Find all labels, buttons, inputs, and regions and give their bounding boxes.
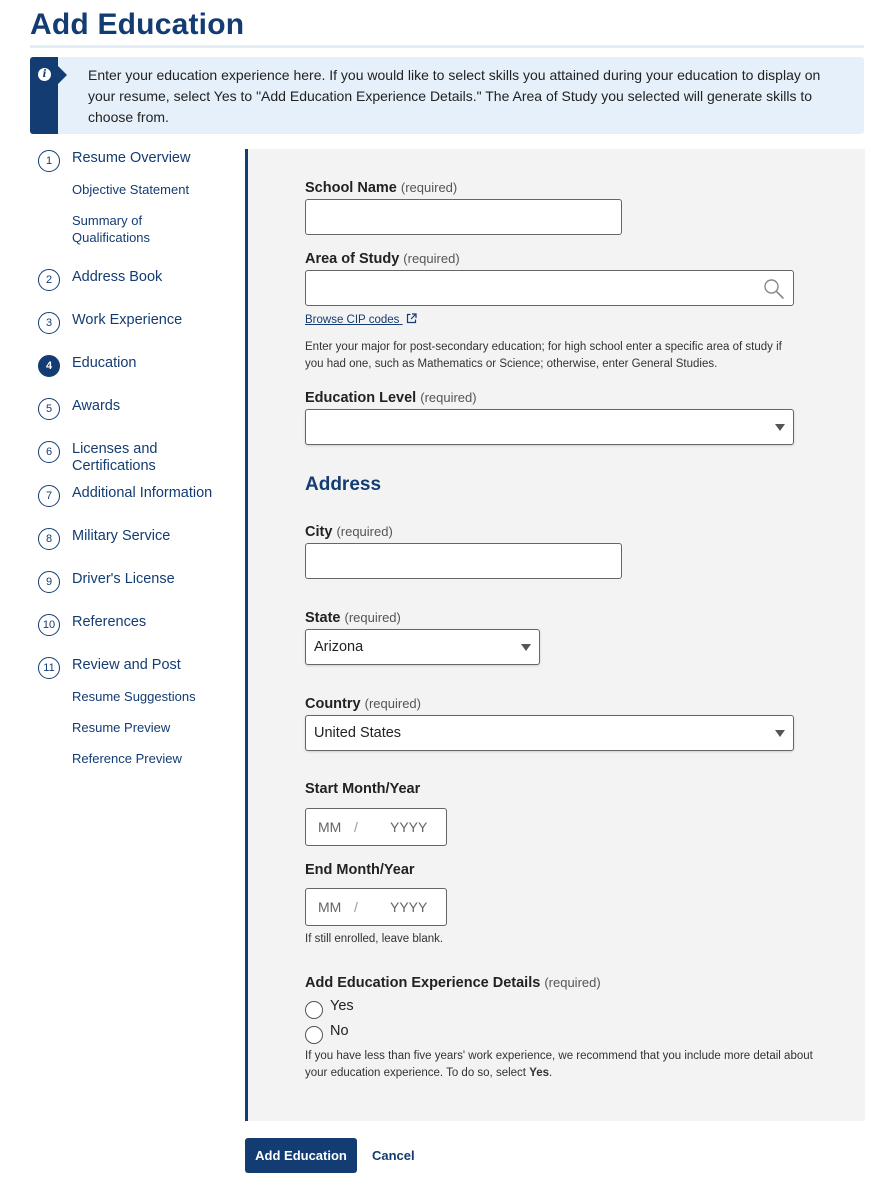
city-input[interactable] — [305, 543, 622, 579]
step-label: References — [72, 614, 147, 630]
step-label: Work Experience — [72, 312, 183, 328]
end-date-input[interactable] — [305, 888, 447, 926]
caret-down-icon — [775, 424, 785, 431]
external-link-icon — [406, 313, 417, 324]
info-banner-notch — [58, 66, 67, 84]
radio-yes[interactable] — [305, 1001, 323, 1019]
step-label: Review and Post — [72, 657, 181, 673]
area-of-study-label — [305, 251, 460, 267]
search-icon[interactable] — [763, 278, 785, 300]
step-label: Resume Overview — [72, 150, 191, 166]
info-icon: i — [38, 68, 51, 81]
required-tag: (required) — [344, 610, 401, 625]
country-select[interactable] — [305, 715, 794, 751]
education-level-select[interactable] — [305, 409, 794, 445]
step-label: Awards — [72, 398, 121, 414]
start-month-placeholder: MM — [318, 819, 342, 835]
step-drivers-license[interactable] — [38, 571, 222, 593]
step-address-book[interactable] — [38, 269, 222, 291]
step-label: Address Book — [72, 269, 163, 285]
info-banner-strip — [30, 57, 58, 134]
substep-objective-statement[interactable]: Objective Statement — [72, 182, 190, 197]
step-additional-information[interactable] — [38, 485, 222, 507]
details-help-emphasis: Yes — [529, 1067, 550, 1079]
caret-down-icon — [521, 644, 531, 651]
required-tag: (required) — [400, 180, 458, 195]
area-of-study-help: Enter your major for post-secondary education; for high school enter a specific area of study if you had one, such as Mathematics or Science; otherwise, enter General Studies. — [305, 341, 782, 370]
caret-down-icon — [775, 730, 785, 737]
details-option-no[interactable] — [305, 1023, 349, 1044]
area-of-study-label-text: Area of Study — [305, 251, 400, 267]
date-separator: / — [354, 899, 358, 915]
address-heading: Address — [305, 474, 382, 495]
city-label — [305, 524, 393, 540]
substep-resume-suggestions[interactable]: Resume Suggestions — [72, 689, 196, 704]
step-label: Military Service — [72, 528, 171, 544]
city-label-text: City — [305, 524, 333, 540]
cancel-link[interactable]: Cancel — [372, 1148, 415, 1163]
browse-cip-codes-text: Browse CIP codes — [305, 314, 400, 326]
school-name-label-text: School Name — [305, 180, 397, 196]
step-number: 10 — [38, 614, 60, 636]
step-number: 2 — [38, 269, 60, 291]
required-tag: (required) — [420, 390, 477, 405]
info-banner — [30, 57, 864, 134]
area-of-study-input[interactable] — [305, 270, 794, 306]
start-year-placeholder: YYYY — [390, 819, 428, 835]
step-work-experience[interactable] — [38, 312, 222, 334]
required-tag: (required) — [336, 524, 393, 539]
end-month-year-label: End Month/Year — [305, 862, 415, 878]
country-label-text: Country — [305, 696, 361, 712]
state-value: Arizona — [314, 639, 364, 655]
start-date-input[interactable] — [305, 808, 447, 846]
step-number: 3 — [38, 312, 60, 334]
step-label: Driver's License — [72, 571, 175, 587]
details-help-suffix: . — [549, 1067, 553, 1079]
details-label-text: Add Education Experience Details — [305, 975, 541, 991]
step-number: 8 — [38, 528, 60, 550]
education-level-label-text: Education Level — [305, 390, 417, 406]
step-education[interactable] — [38, 355, 222, 377]
step-awards[interactable] — [38, 398, 222, 420]
step-label: Licenses and Certifications — [72, 441, 158, 474]
step-number: 9 — [38, 571, 60, 593]
start-month-year-label: Start Month/Year — [305, 781, 421, 797]
required-tag: (required) — [544, 975, 601, 990]
details-help-text: If you have less than five years' work experience, we recommend that you include more detail about your education experience. To do so, select — [305, 1050, 813, 1079]
details-label — [305, 975, 601, 991]
step-label: Education — [72, 355, 137, 371]
end-month-placeholder: MM — [318, 899, 342, 915]
details-help — [305, 1048, 815, 1082]
substep-reference-preview[interactable]: Reference Preview — [72, 751, 182, 766]
add-education-button[interactable]: Add Education — [245, 1138, 357, 1173]
step-review-and-post[interactable] — [38, 657, 222, 679]
substep-summary-of-qualifications[interactable]: Summary of Qualifications — [72, 213, 151, 245]
required-tag: (required) — [364, 696, 421, 711]
end-date-help: If still enrolled, leave blank. — [305, 933, 444, 945]
state-label-text: State — [305, 610, 341, 626]
step-licenses-and-certifications[interactable] — [38, 441, 222, 475]
radio-no-label: No — [330, 1023, 349, 1039]
education-form — [245, 149, 865, 1121]
date-separator: / — [354, 819, 358, 835]
page-title: Add Education — [30, 8, 245, 41]
required-tag: (required) — [403, 251, 460, 266]
step-references[interactable] — [38, 614, 222, 636]
step-number-active: 4 — [38, 355, 60, 377]
end-year-placeholder: YYYY — [390, 899, 428, 915]
state-select[interactable] — [305, 629, 540, 665]
substep-resume-preview[interactable]: Resume Preview — [72, 720, 171, 735]
state-label — [305, 610, 401, 626]
radio-yes-label: Yes — [330, 998, 354, 1014]
step-resume-overview[interactable] — [38, 150, 222, 172]
step-label: Additional Information — [72, 485, 213, 501]
browse-cip-codes-link[interactable] — [305, 312, 417, 326]
radio-no[interactable] — [305, 1026, 323, 1044]
title-divider — [30, 45, 864, 48]
school-name-input[interactable] — [305, 199, 622, 235]
step-number: 5 — [38, 398, 60, 420]
education-level-label — [305, 390, 477, 406]
country-label — [305, 696, 421, 712]
country-value: United States — [314, 725, 402, 741]
step-number: 6 — [38, 441, 60, 463]
school-name-label — [305, 180, 457, 196]
step-military-service[interactable] — [38, 528, 222, 550]
info-banner-text: Enter your education experience here. If you would like to select skills you attained during your education to display on your resume, select Yes to "Add Education Experience Details." The Area of Study you selected will generate skills to choose from. — [88, 67, 821, 125]
step-number: 11 — [38, 657, 60, 679]
step-number: 1 — [38, 150, 60, 172]
details-option-yes[interactable] — [305, 998, 354, 1019]
step-number: 7 — [38, 485, 60, 507]
